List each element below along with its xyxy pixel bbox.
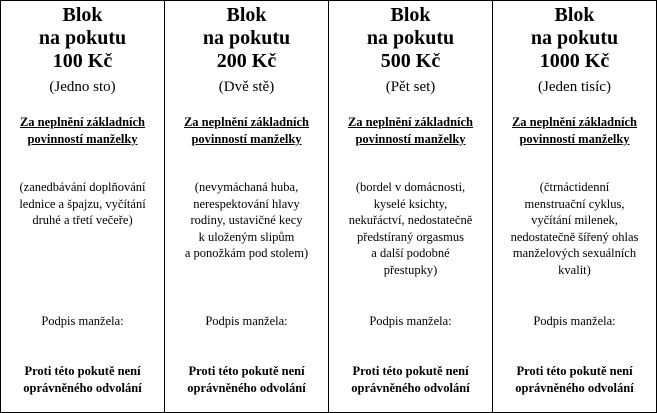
notice-line: Proti této pokutě není	[516, 364, 633, 378]
heading-line: Za neplnění základních	[347, 115, 474, 129]
title-line: na pokutu	[530, 27, 619, 49]
offense-line: (nevymáchaná huba,	[194, 180, 299, 194]
notice-line: Proti této pokutě není	[188, 364, 305, 378]
heading-line: povinností manželky	[355, 132, 466, 146]
ticket-heading	[5, 114, 160, 148]
notice-line: oprávněného odvolání	[187, 381, 306, 395]
ticket-heading	[333, 114, 488, 148]
no-appeal-notice	[169, 363, 324, 397]
notice-line: Proti této pokutě není	[352, 364, 469, 378]
heading-line: Za neplnění základních	[183, 115, 310, 129]
ticket-title	[165, 4, 328, 73]
ticket-title	[329, 4, 492, 73]
offense-line: (bordel v domácnosti,	[355, 180, 466, 194]
offense-line: vyčítání milenek,	[531, 213, 618, 227]
amount-in-words: (Jeden tisíc)	[538, 79, 611, 95]
offense-description	[335, 179, 486, 278]
amount-in-words: (Pět set)	[385, 79, 436, 95]
offense-line: nekuřáctví, nedostatečně	[348, 213, 473, 227]
offense-line: předstíraný orgasmus	[356, 229, 465, 244]
offense-line: a ponožkám pod stolem)	[184, 246, 309, 260]
title-line: Blok	[390, 4, 431, 26]
title-line: Blok	[62, 4, 103, 26]
offense-line: přestupky)	[383, 262, 438, 277]
fine-amount: 1000 Kč	[539, 50, 610, 72]
ticket-heading	[497, 114, 652, 148]
ticket-title	[493, 4, 656, 73]
heading-line: povinností manželky	[519, 132, 630, 146]
offense-line: kvalit)	[558, 262, 591, 277]
no-appeal-notice	[497, 363, 652, 397]
notice-line: oprávněného odvolání	[515, 381, 634, 395]
no-appeal-notice	[333, 363, 488, 397]
offense-line: nerespektování hlavy	[193, 196, 300, 211]
fine-ticket-500	[329, 1, 493, 412]
fine-amount: 100 Kč	[52, 50, 113, 72]
fine-ticket-100	[1, 1, 165, 412]
offense-line: manželových sexuálních	[512, 246, 637, 260]
signature-label: Podpis manžela:	[369, 314, 452, 328]
title-line: na pokutu	[38, 27, 127, 49]
signature-label: Podpis manžela:	[41, 314, 124, 328]
signature-label: Podpis manžela:	[533, 314, 616, 328]
title-line: Blok	[554, 4, 595, 26]
offense-line: menstruační cyklus,	[524, 196, 625, 211]
ticket-title	[1, 4, 164, 73]
offense-description	[499, 179, 650, 278]
heading-line: povinností manželky	[27, 132, 138, 146]
offense-line: (zanedbávání doplňování	[19, 180, 146, 194]
ticket-heading	[169, 114, 324, 148]
offense-line: (čtrnáctidenní	[539, 180, 610, 194]
notice-line: oprávněného odvolání	[351, 381, 470, 395]
heading-line: povinností manželky	[191, 132, 302, 146]
notice-line: oprávněného odvolání	[23, 381, 142, 395]
offense-description	[171, 179, 322, 262]
fine-amount: 200 Kč	[216, 50, 277, 72]
offense-line: a další podobné	[371, 246, 450, 260]
offense-line: lednice a špajzu, vyčítání	[19, 196, 146, 211]
heading-line: Za neplnění základních	[511, 115, 638, 129]
offense-line: k uloženým slipům	[198, 229, 295, 244]
amount-in-words: (Jedno sto)	[49, 79, 116, 95]
offense-description	[7, 179, 158, 229]
title-line: na pokutu	[202, 27, 291, 49]
heading-line: Za neplnění základních	[19, 115, 146, 129]
signature-label: Podpis manžela:	[205, 314, 288, 328]
no-appeal-notice	[5, 363, 160, 397]
amount-in-words: (Dvě stě)	[218, 79, 275, 95]
title-line: Blok	[226, 4, 267, 26]
fine-amount: 500 Kč	[380, 50, 441, 72]
offense-line: nedostatečně šířený ohlas	[510, 229, 639, 244]
offense-line: druhé a třetí večeře)	[32, 213, 133, 227]
fine-ticket-200	[165, 1, 329, 412]
title-line: na pokutu	[366, 27, 455, 49]
notice-line: Proti této pokutě není	[24, 364, 141, 378]
offense-line: kyselé ksichty,	[373, 196, 448, 211]
fine-ticket-1000	[493, 1, 656, 412]
offense-line: rodiny, ustavičné kecy	[190, 213, 303, 227]
